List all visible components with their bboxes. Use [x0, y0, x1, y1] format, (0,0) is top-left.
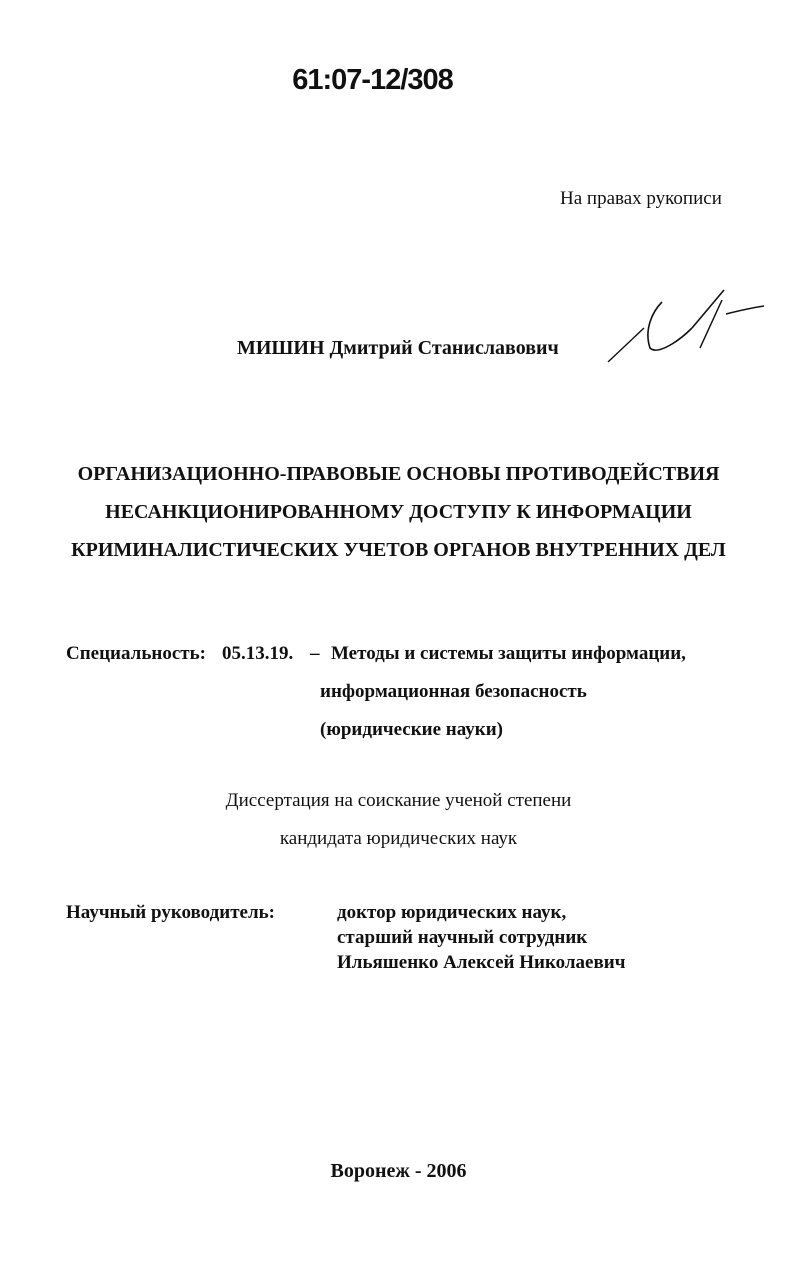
dissertation-degree-line: кандидата юридических наук [279, 828, 518, 849]
dissertation-degree-line: Диссертация на соискание ученой степени [225, 790, 572, 811]
supervisor-label: Научный руководитель: [66, 902, 275, 923]
title-line: КРИМИНАЛИСТИЧЕСКИХ УЧЕТОВ ОРГАНОВ ВНУТРЕННИХ ДЕЛ [71, 539, 726, 561]
manuscript-note: На правах рукописи [560, 188, 722, 209]
dissertation-title [0, 455, 797, 569]
specialty-code: 05.13.19. [222, 643, 294, 664]
title-line: ОРГАНИЗАЦИОННО-ПРАВОВЫЕ ОСНОВЫ ПРОТИВОДЕЙСТВИЯ [77, 463, 720, 485]
supervisor-detail-line: Ильяшенко Алексей Николаевич [337, 952, 626, 973]
specialty-name-line: (юридические науки) [320, 719, 504, 740]
specialty-dash: – [310, 643, 320, 664]
specialty-label: Специальность: [66, 643, 206, 664]
author-name: МИШИН Дмитрий Станиславович [237, 337, 559, 359]
supervisor-detail-line: старший научный сотрудник [337, 927, 588, 948]
signature-image [600, 286, 770, 366]
title-line: НЕСАНКЦИОНИРОВАННОМУ ДОСТУПУ К ИНФОРМАЦИИ [105, 501, 692, 523]
supervisor-detail-line: доктор юридических наук, [337, 902, 567, 923]
specialty-name-line: Методы и системы защиты информации, [331, 643, 686, 664]
city-year: Воронеж - 2006 [330, 1160, 467, 1182]
specialty-name-line: информационная безопасность [320, 681, 587, 702]
catalog-number: 61:07-12/308 [292, 64, 453, 96]
